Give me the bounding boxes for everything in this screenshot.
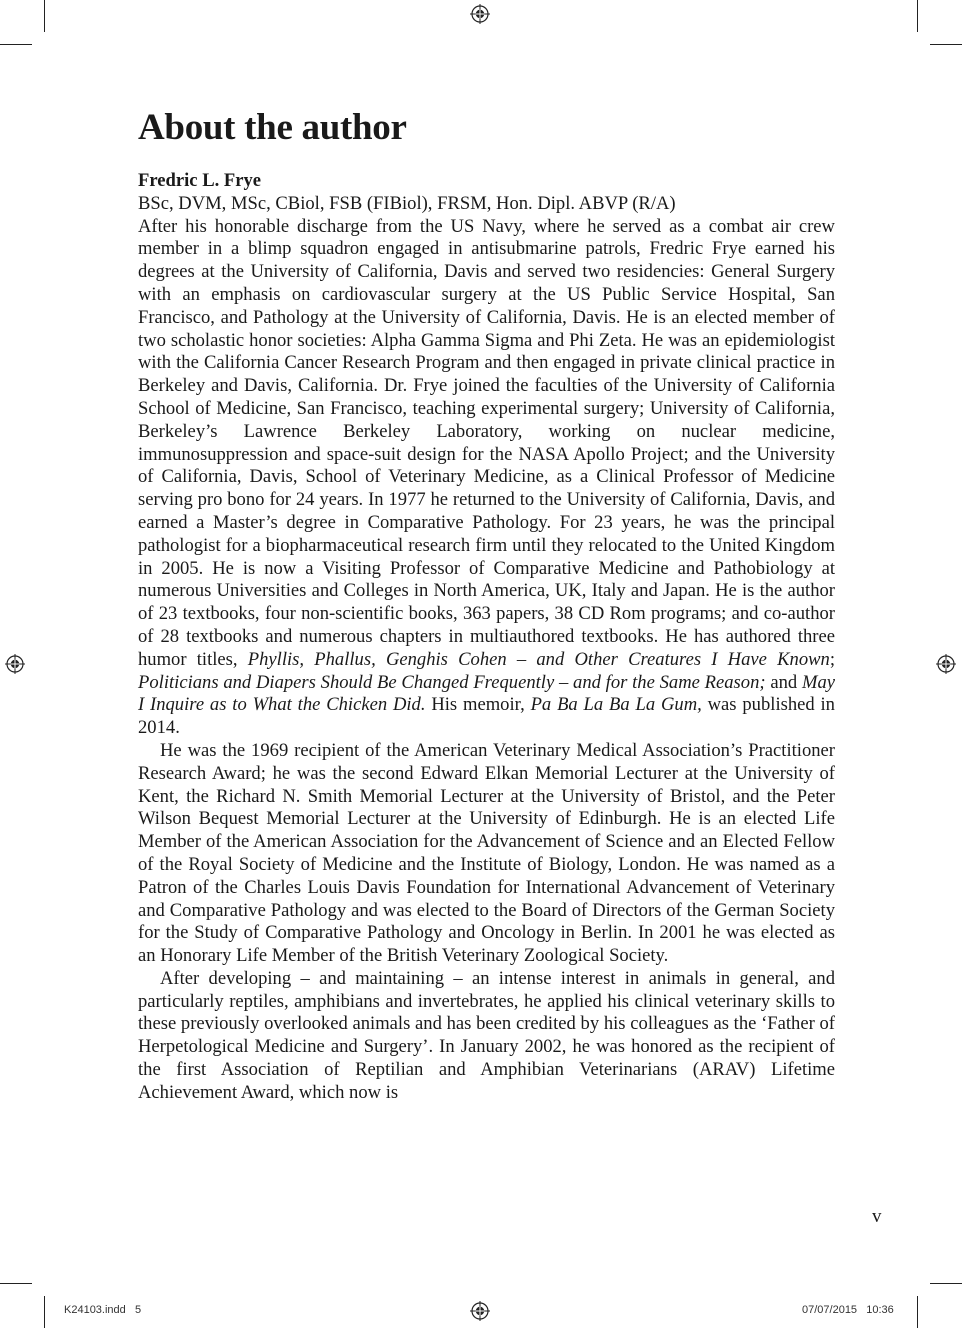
author-credentials: BSc, DVM, MSc, CBiol, FSB (FIBiol), FRSM, Hon. Dipl. ABVP (R/A): [138, 192, 676, 214]
bio-text-run: ;: [829, 648, 835, 670]
bio-paragraph-2: He was the 1969 recipient of the American Veterinary Medical Association’s Practitioner Research Award; he was the second Edward Elkan Memorial Lecturer at the University of Kent, the Richard N. Smith Memorial Lecturer at the University of Bristol, and the Peter Wilson Bequest Memorial Lecturer at the University of Edinburgh. He is an elected Life Member of the American Association for the Advancement of Science and an Elected Fellow of the Royal Society of Medicine and the Institute of Biology, London. He was named as a Patron of the Charles Louis Davis Foundation for International Advancement of Veterinary and Comparative Pathology and was elected to the Board of Directors of the German Society for the Study of Comparative Pathology and Oncology in Berlin. In 2001 he was elected as an Honorary Life Member of the British Veterinary Zoological Society.: [138, 739, 835, 967]
crop-mark-bottom-right-horizontal: [930, 1283, 962, 1284]
page-number: v: [872, 1206, 882, 1227]
bio-text-run: His memoir,: [425, 694, 531, 716]
page-title: About the author: [138, 107, 407, 148]
bio-text-run: and: [765, 671, 802, 693]
crop-mark-bottom-right-vertical: [917, 1296, 918, 1328]
bio-paragraph-1: [138, 216, 835, 740]
book-title: May I Inquire as to What the Chicken Did.: [138, 671, 835, 716]
registration-mark-icon: [936, 654, 956, 674]
author-name: Fredric L. Frye: [138, 170, 262, 191]
crop-mark-top-right-horizontal: [930, 44, 962, 45]
slug-datetime: 07/07/2015 10:36: [802, 1304, 894, 1316]
slug-filename: K24103.indd 5: [64, 1304, 142, 1316]
crop-mark-top-left-horizontal: [0, 44, 32, 45]
bio-text-run: After his honorable discharge from the US Navy, where he served as a combat air crew member in a blimp squadron engaged in antisubmarine patrols, Fredric Frye earned his degrees at the University of California, Davis and served two residencies: General Surgery with an emphasis on cardiovascular surgery at the US Public Service Hospital, San Francisco, and Pathology at the University of California, Davis. He is an elected member of two scholastic honor societies: Alpha Gamma Sigma and Phi Zeta. He was an epidemiologist with the California Cancer Research Program and then engaged in private clinical practice in Berkeley and Davis, California. Dr. Frye joined the faculties of the University of California School of Medicine, San Francisco, teaching experimental surgery; University of California, Berkeley’s Lawrence Berkeley Laboratory, working on nuclear medicine, immunosuppression and space-suit design for the NASA Apollo Project; and the University of California, Davis, School of Veterinary Medicine, as a Clinical Professor of Medicine serving pro bono for 24 years. In 1977 he returned to the University of California, Davis, and earned a Master’s degree in Comparative Pathology. For 23 years, he was the principal pathologist for a biopharmaceutical research firm until they relocated to the United Kingdom in 2005. He is now a Visiting Professor of Comparative Medicine and Pathobiology at numerous Universities and Colleges in North America, UK, Italy and Japan. He is the author of 23 textbooks, four non-scientific books, 363 papers, 38 CD Rom programs; and co-author of 28 textbooks and numerous chapters in multiauthored textbooks. He has authored three humor titles,: [138, 215, 835, 670]
bio-text-run: was published in 2014.: [138, 694, 835, 739]
bio-paragraph-3: After developing – and maintaining – an intense interest in animals in general, and particularly reptiles, amphibians and invertebrates, he applied his clinical veterinary skills to these previously overlooked animals and has been credited by his colleagues as the ‘Father of Herpetological Medicine and Surgery’. In January 2002, he was honored as the recipient of the first Association of Reptilian and Amphibian Veterinarians (ARAV) Lifetime Achievement Award, which now is: [138, 967, 835, 1103]
registration-mark-icon: [5, 654, 25, 674]
crop-mark-bottom-left-horizontal: [0, 1283, 32, 1284]
crop-mark-top-right-vertical: [917, 0, 918, 32]
book-title: Phyllis, Phallus, Genghis Cohen – and Other Creatures I Have Known: [247, 648, 830, 670]
book-title: Pa Ba La Ba La Gum,: [530, 694, 702, 716]
book-title: Politicians and Diapers Should Be Changed Frequently – and for the Same Reason;: [138, 671, 766, 693]
registration-mark-icon: [470, 4, 490, 24]
registration-mark-icon: [470, 1301, 490, 1321]
crop-mark-bottom-left-vertical: [44, 1296, 45, 1328]
crop-mark-top-left-vertical: [44, 0, 45, 32]
author-bio: [138, 170, 835, 1105]
